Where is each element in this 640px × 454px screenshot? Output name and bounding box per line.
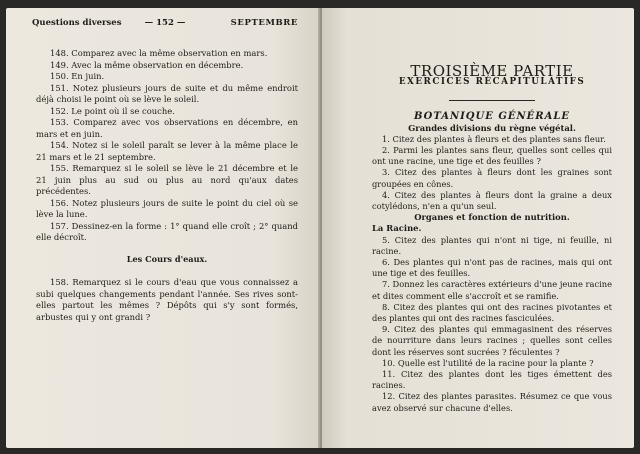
question-148: 148. Comparez avec la même observation en mars. (50, 48, 268, 58)
section-title-cours-d-eaux: Les Cours d'eaux. (126, 253, 208, 264)
exercise-1: 1. Citez des plantes à fleurs et des plantes sans fleur. (382, 133, 606, 144)
question-156: 156. Notez plusieurs jours de suite le point du ciel où se lève la lune. (36, 197, 298, 219)
header-month: SEPTEMBRE (230, 18, 298, 28)
question-150: 150. En juin. (50, 71, 105, 81)
question-153: 153. Comparez avec vos observations en décembre, en mars et en juin. (36, 117, 298, 139)
question-151: 151. Notez plusieurs jours de suite et du même endroit déjà choisi le point où se lève le soleil. (36, 82, 298, 104)
exercise-10: 10. Quelle est l'utilité de la racine pour la plante ? (382, 357, 594, 368)
title-rule (449, 100, 535, 101)
question-149: 149. Avec la même observation en décembre. (50, 59, 244, 70)
right-text-column (372, 62, 613, 414)
part-title: TROISIÈME PARTIE (410, 62, 574, 80)
question-155: 155. Remarquez si le soleil se lève le 21 décembre et le 21 juin plus au sud ou plus au nord qu'aux dates précédentes. (36, 163, 298, 196)
exercise-9: 9. Citez des plantes qui emmagasinent des réserves de nourriture dans leurs racines ; quelles sont celles dont les réserves sont sucrées ? féculentes ? (372, 324, 612, 357)
left-running-header (32, 18, 298, 32)
question-158: 158. Remarquez si le cours d'eau que vous connaissez a subi quelques changements pendant l'année. Ses rives sont-elles partout les mêmes ? Dépôts qui s'y sont formés, arbustes qui y ont grandi ? (36, 277, 298, 322)
subhead-organes-nutrition: Organes et fonction de nutrition. (414, 212, 570, 223)
subhead-grandes-divisions: Grandes divisions du règne végétal. (408, 122, 576, 133)
section-title-botanique: BOTANIQUE GÉNÉRALE (413, 111, 570, 123)
question-157: 157. Dessinez-en la forme : 1° quand elle croît ; 2° quand elle décroît. (36, 220, 298, 242)
minor-head-racine: La Racine. (372, 223, 422, 234)
exercise-5: 5. Citez des plantes qui n'ont ni tige, ni feuille, ni racine. (372, 234, 612, 256)
exercise-2: 2. Parmi les plantes sans fleur, quelles sont celles qui ont une racine, une tige et des feuilles ? (372, 145, 612, 167)
part-subtitle: EXERCICES RÉCAPITULATIFS (398, 77, 586, 88)
question-154: 154. Notez si le soleil paraît se lever à la même place le 21 mars et le 21 septembre. (36, 140, 298, 162)
exercise-12: 12. Citez des plantes parasites. Résumez ce que vous avez observé sur chacune d'elles. (372, 391, 612, 413)
exercise-11: 11. Citez des plantes dont les tiges émettent des racines. (372, 369, 612, 391)
exercise-3: 3. Citez des plantes à fleurs dont les graines sont groupées en cônes. (372, 167, 612, 189)
right-page (322, 8, 634, 448)
exercise-7: 7. Donnez les caractères extérieurs d'une jeune racine et dites comment elle s'accroît et se ramifie. (372, 279, 613, 301)
question-152: 152. Le point où il se couche. (50, 105, 175, 116)
exercise-8: 8. Citez des plantes qui ont des racines pivotantes et des plantes qui ont des racines fasciculées. (372, 301, 612, 324)
exercise-6: 6. Des plantes qui n'ont pas de racines, mais qui ont une tige et des feuilles. (372, 257, 612, 279)
left-page (6, 8, 320, 448)
header-section-name: Questions diverses (32, 18, 122, 28)
left-text-column (36, 48, 298, 323)
exercise-4: 4. Citez des plantes à fleurs dont la graine a deux cotylédons, n'en a qu'un seul. (372, 189, 612, 212)
page-number: — 152 — (144, 18, 186, 28)
